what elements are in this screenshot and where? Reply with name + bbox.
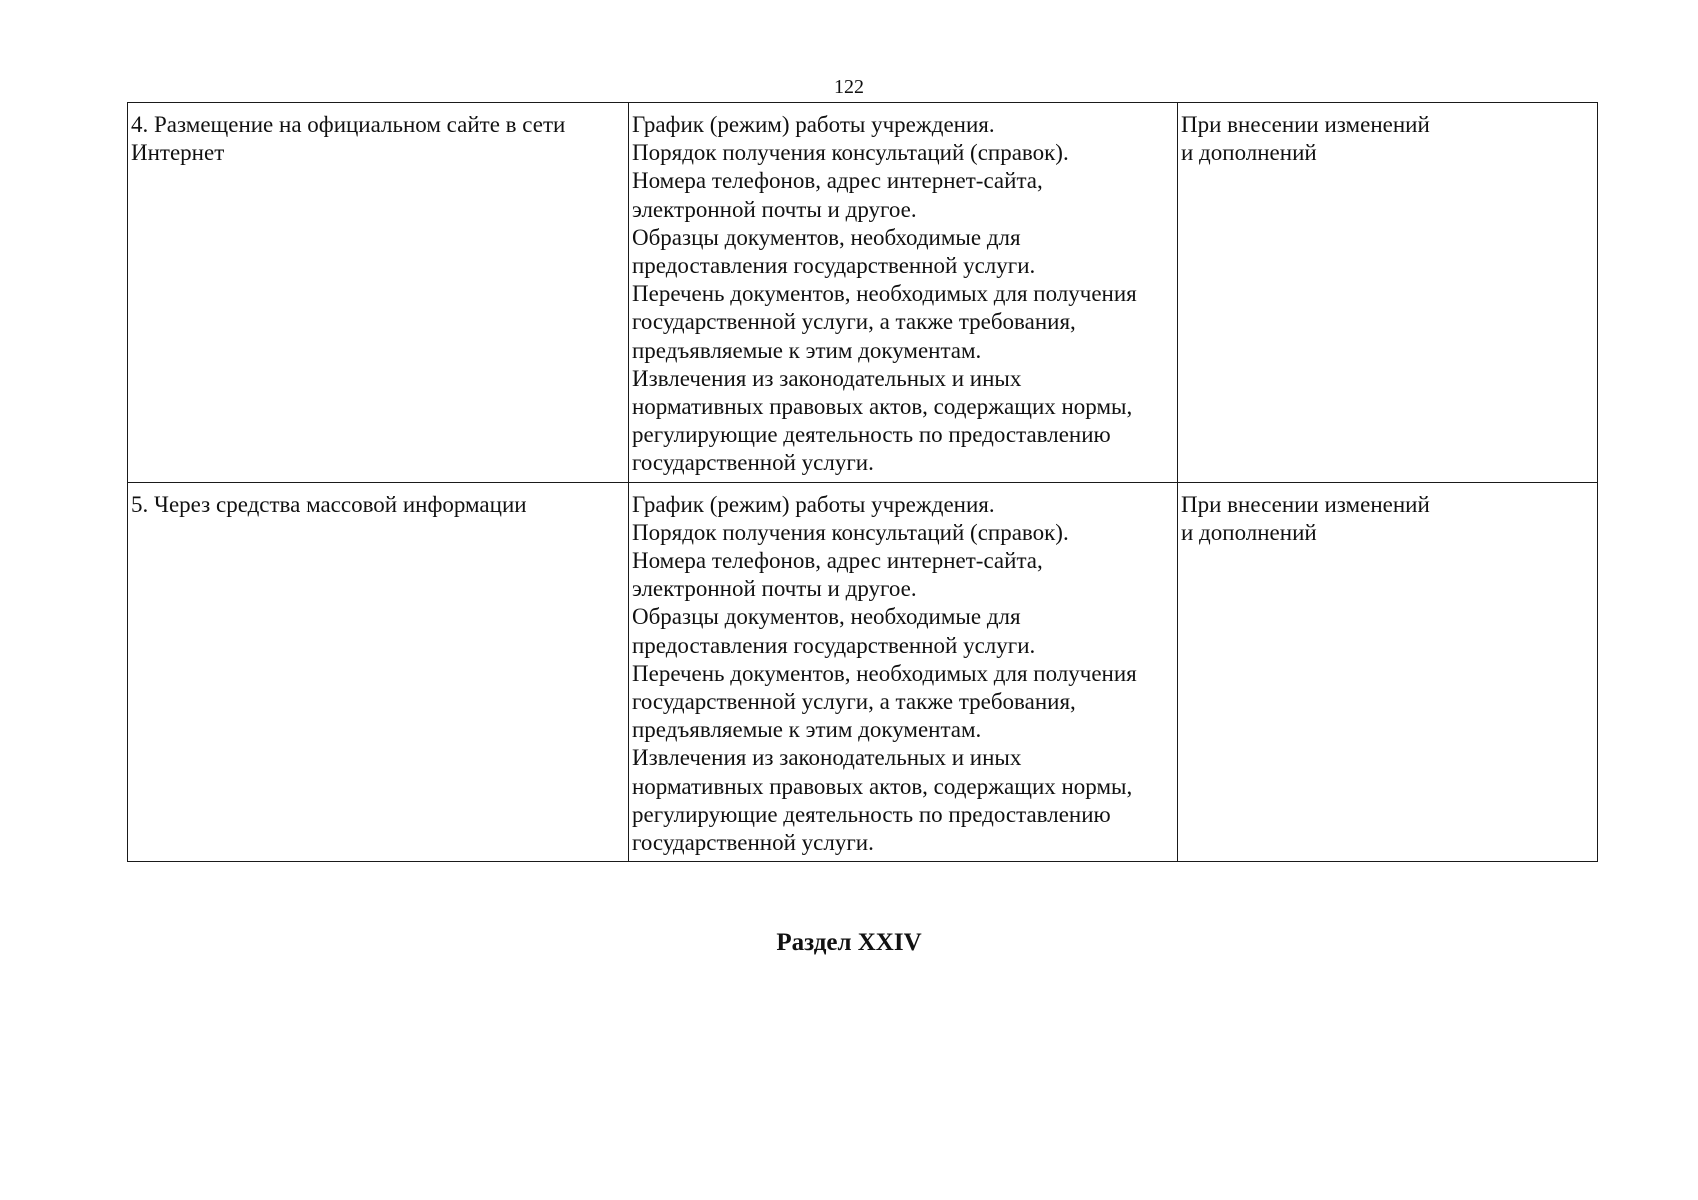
content-line: государственной услуги, а также требования, bbox=[632, 309, 1076, 335]
method-cell bbox=[128, 103, 629, 483]
table-row bbox=[128, 103, 1598, 483]
terms-line: и дополнений bbox=[1181, 140, 1317, 166]
content-line: Номера телефонов, адрес интернет-сайта, bbox=[632, 548, 1043, 574]
content-line: государственной услуги. bbox=[632, 830, 874, 856]
content-line: Номера телефонов, адрес интернет-сайта, bbox=[632, 168, 1043, 194]
content-line: Перечень документов, необходимых для получения bbox=[632, 660, 1137, 686]
content-cell bbox=[629, 103, 1178, 483]
content-line: График (режим) работы учреждения. bbox=[632, 491, 995, 517]
content-line: Перечень документов, необходимых для получения bbox=[632, 281, 1137, 307]
terms-line: При внесении изменений bbox=[1181, 491, 1430, 517]
content-line: предоставления государственной услуги. bbox=[632, 253, 1036, 279]
content-line: Извлечения из законодательных и иных bbox=[632, 745, 1022, 771]
page-number: 122 bbox=[834, 76, 864, 98]
content-line: Образцы документов, необходимые для bbox=[632, 604, 1021, 630]
content-line: нормативных правовых актов, содержащих нормы, bbox=[632, 773, 1133, 799]
method-line: Интернет bbox=[131, 140, 225, 166]
content-line: регулирующие деятельность по предоставлению bbox=[632, 801, 1111, 827]
content-line: государственной услуги, а также требования, bbox=[632, 689, 1076, 715]
content-line: Извлечения из законодательных и иных bbox=[632, 365, 1022, 391]
terms-cell bbox=[1178, 482, 1598, 862]
content-line: Порядок получения консультаций (справок). bbox=[632, 140, 1069, 166]
method-line: 4. Размещение на официальном сайте в сети bbox=[131, 112, 566, 137]
method-cell bbox=[128, 482, 629, 862]
content-line: нормативных правовых актов, содержащих нормы, bbox=[632, 394, 1133, 420]
content-cell bbox=[629, 482, 1178, 862]
terms-line: и дополнений bbox=[1181, 519, 1317, 545]
section-heading: Раздел XXIV bbox=[776, 929, 922, 956]
terms-cell bbox=[1178, 103, 1598, 483]
information-table bbox=[127, 102, 1598, 862]
method-line: 5. Через средства массовой информации bbox=[131, 491, 527, 517]
content-line: предъявляемые к этим документам. bbox=[632, 337, 982, 363]
content-line: Порядок получения консультаций (справок). bbox=[632, 519, 1069, 545]
content-line: электронной почты и другое. bbox=[632, 196, 917, 222]
content-line: График (режим) работы учреждения. bbox=[632, 112, 995, 137]
content-line: предоставления государственной услуги. bbox=[632, 632, 1036, 658]
content-line: электронной почты и другое. bbox=[632, 576, 917, 602]
content-line: Образцы документов, необходимые для bbox=[632, 224, 1021, 250]
content-line: регулирующие деятельность по предоставлению bbox=[632, 422, 1111, 448]
table-row bbox=[128, 482, 1598, 862]
terms-line: При внесении изменений bbox=[1181, 112, 1430, 137]
content-line: предъявляемые к этим документам. bbox=[632, 717, 982, 743]
content-line: государственной услуги. bbox=[632, 450, 874, 476]
